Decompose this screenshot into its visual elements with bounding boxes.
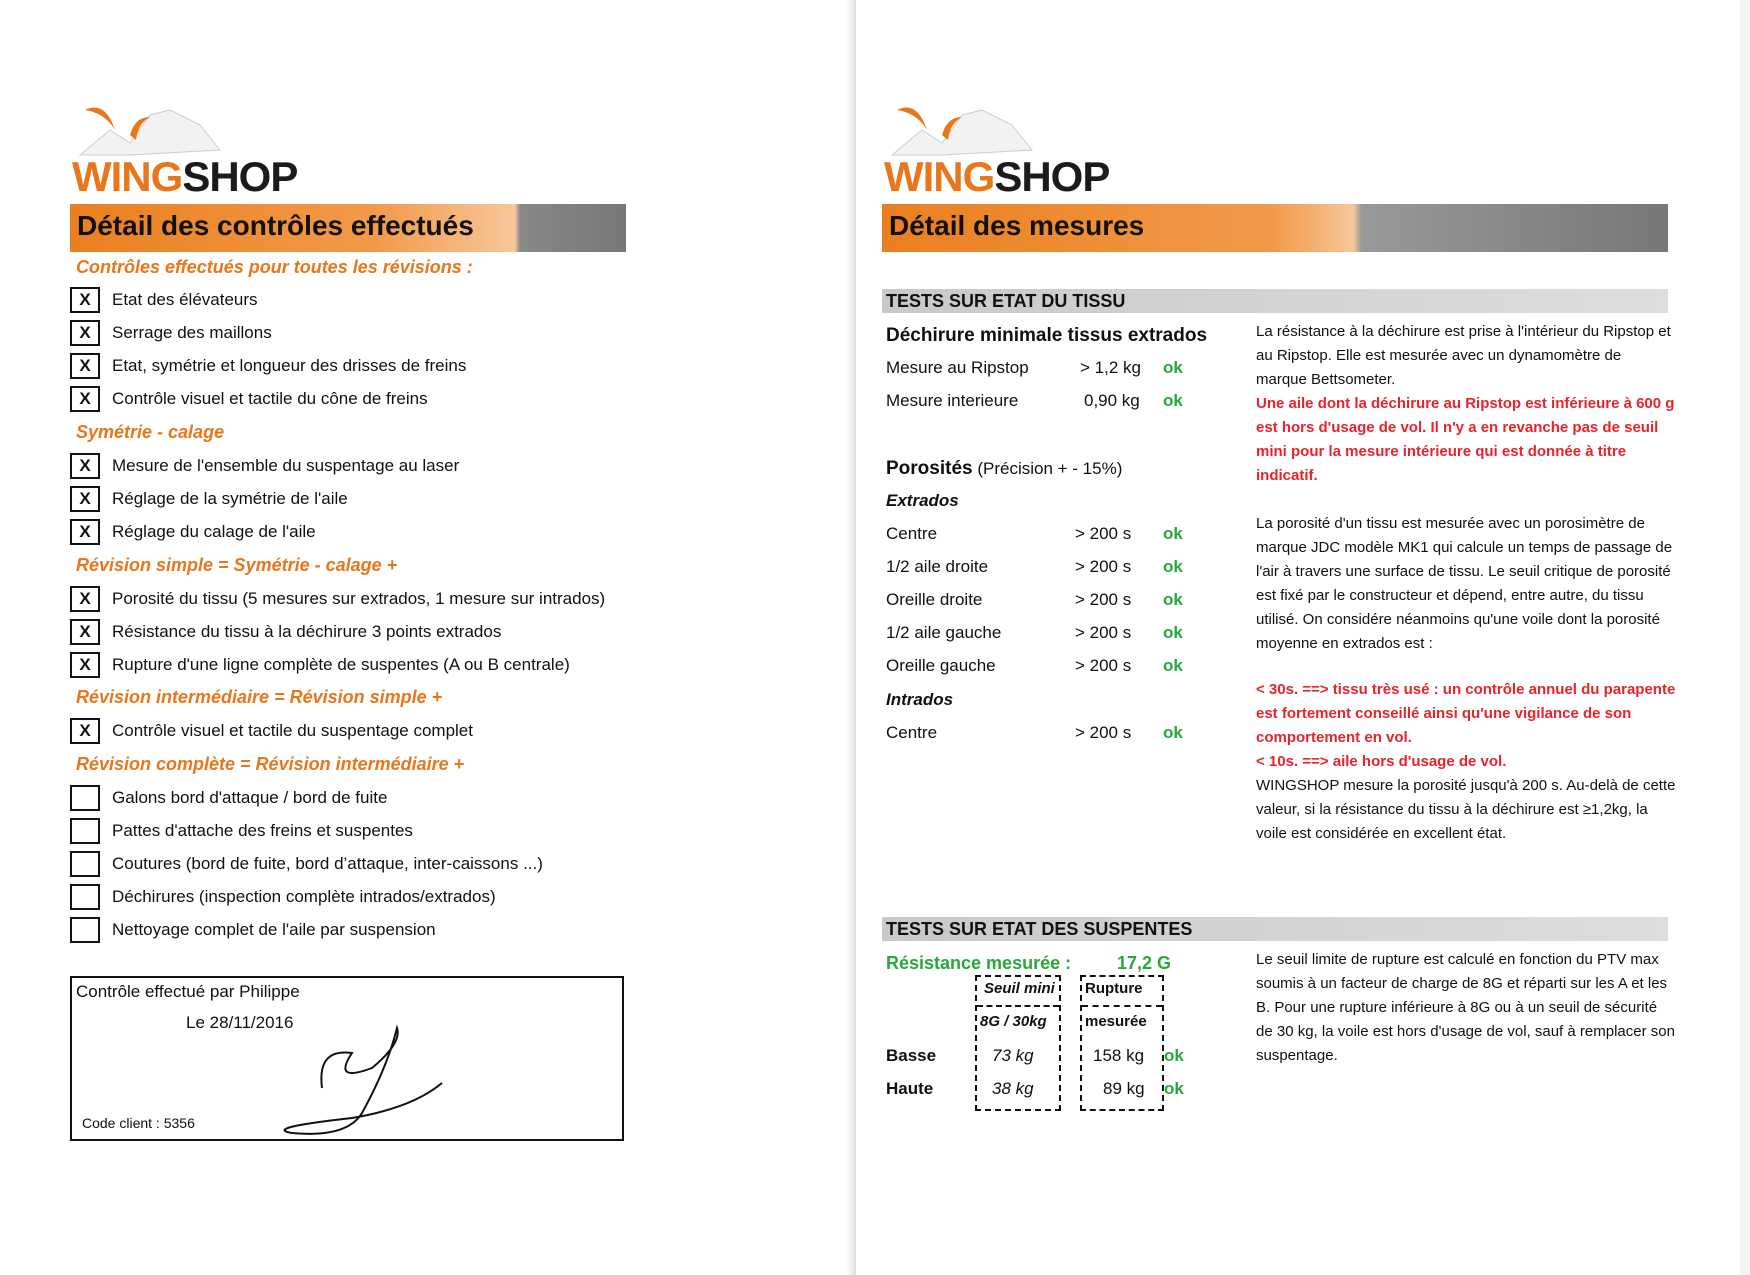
- tear-value: > 1,2 kg: [1080, 358, 1141, 377]
- checkbox[interactable]: [70, 785, 100, 811]
- min-threshold-head1: Seuil mini: [984, 980, 1055, 997]
- porosity-note: WINGSHOP mesure la porosité jusqu'à 200 s. Au-delà de cette valeur, si la résistance du tissu à la déchirure est ≥1,2kg, la voile est considérée en excellent état.: [1256, 777, 1676, 842]
- controller-text: Contrôle effectué par Philippe: [76, 982, 300, 1001]
- line-measured-value: 158 kg: [1093, 1046, 1145, 1065]
- tear-label: Mesure interieure: [886, 391, 1019, 410]
- column-divider: [1082, 1005, 1162, 1007]
- check-label: Serrage des maillons: [112, 323, 272, 342]
- checkbox[interactable]: [70, 851, 100, 877]
- fabric-tests-header: [882, 289, 1668, 313]
- left-page: [0, 0, 856, 1275]
- signature-box: [70, 976, 624, 1141]
- right-page-title: Détail des mesures: [889, 210, 1145, 241]
- min-threshold-head2: 8G / 30kg: [980, 1013, 1047, 1030]
- porosity-value: > 200 s: [1075, 524, 1132, 543]
- porosity-description: La porosité d'un tissu est mesurée avec un porosimètre de marque JDC modèle MK1 qui calcule un temps de passage de l'air à travers une surface de tissu. Le seuil critique de porosité est fixé par le constructeur et dépend, entre autre, du tissu utilisé. On considére néanmoins qu'une voile dont la porosité moyenne en extrados est :: [1256, 515, 1673, 652]
- fabric-tests-title: TESTS SUR ETAT DU TISSU: [886, 291, 1126, 311]
- porosity-status: ok: [1163, 723, 1183, 742]
- lines-tests-title: TESTS SUR ETAT DES SUSPENTES: [886, 919, 1193, 939]
- line-status: ok: [1164, 1046, 1184, 1065]
- resistance-value: 17,2 G: [1117, 953, 1172, 973]
- check-label: Mesure de l'ensemble du suspentage au laser: [112, 456, 460, 475]
- right-title-banner: [882, 204, 1668, 252]
- checkbox[interactable]: X: [70, 287, 100, 313]
- section-heading: Révision simple = Symétrie - calage +: [76, 555, 398, 575]
- left-title-banner: [70, 204, 626, 252]
- porosity-value: > 200 s: [1075, 590, 1132, 609]
- tear-title: Déchirure minimale tissus extrados: [886, 325, 1208, 346]
- check-label: Porosité du tissu (5 mesures sur extrados, 1 mesure sur intrados): [112, 589, 606, 608]
- checkbox[interactable]: X: [70, 453, 100, 479]
- line-measured-value: 89 kg: [1103, 1079, 1145, 1098]
- tear-status: ok: [1163, 358, 1183, 377]
- porosity-label: Oreille gauche: [886, 656, 996, 675]
- porosity-value: > 200 s: [1075, 623, 1132, 642]
- checkbox[interactable]: X: [70, 519, 100, 545]
- handwritten-signature: [222, 1008, 452, 1143]
- extrados-label: Extrados: [886, 491, 959, 510]
- line-min-value: 38 kg: [992, 1079, 1034, 1098]
- porosity-title-row: [886, 458, 1122, 480]
- measured-head2: mesurée: [1085, 1013, 1147, 1030]
- checkbox[interactable]: X: [70, 619, 100, 645]
- line-row-label: Basse: [886, 1046, 937, 1065]
- lines-tests-header: [882, 917, 1668, 941]
- porosity-label: 1/2 aile gauche: [886, 623, 1002, 642]
- section-heading: Contrôles effectués pour toutes les révisions :: [76, 257, 473, 277]
- logo-text-wing: WING: [884, 153, 995, 200]
- checkbox[interactable]: X: [70, 320, 100, 346]
- logo-text-shop: SHOP: [182, 153, 298, 200]
- check-label: Nettoyage complet de l'aile par suspension: [112, 920, 436, 939]
- wingshop-logo: [882, 95, 1110, 210]
- porosity-value: > 200 s: [1075, 557, 1132, 576]
- check-label: Réglage du calage de l'aile: [112, 522, 316, 541]
- control-date: Le 28/11/2016: [186, 1013, 294, 1032]
- check-label: Contrôle visuel et tactile du suspentage complet: [112, 721, 473, 740]
- porosity-status: ok: [1163, 524, 1183, 543]
- porosity-label: Centre: [886, 524, 938, 543]
- checkbox[interactable]: X: [70, 386, 100, 412]
- checkbox[interactable]: [70, 818, 100, 844]
- check-label: Réglage de la symétrie de l'aile: [112, 489, 348, 508]
- porosity-status: ok: [1163, 623, 1183, 642]
- check-label: Coutures (bord de fuite, bord d’attaque, inter-caissons ...): [112, 854, 543, 873]
- porosity-status: ok: [1163, 656, 1183, 675]
- porosity-label: 1/2 aile droite: [886, 557, 989, 576]
- tear-value: 0,90 kg: [1084, 391, 1140, 410]
- line-row-label: Haute: [886, 1079, 934, 1098]
- checkbox[interactable]: X: [70, 586, 100, 612]
- check-label: Etat des élévateurs: [112, 290, 258, 309]
- porosity-title: Porosités: [886, 458, 973, 479]
- porosity-value: > 200 s: [1075, 656, 1132, 675]
- porosity-value: > 200 s: [1075, 723, 1132, 742]
- check-label: Etat, symétrie et longueur des drisses de freins: [112, 356, 467, 375]
- left-page-title: Détail des contrôles effectués: [77, 210, 474, 241]
- check-label: Rupture d'une ligne complète de suspentes (A ou B centrale): [112, 655, 570, 674]
- line-min-value: 73 kg: [992, 1046, 1034, 1065]
- tear-description: La résistance à la déchirure est prise à l'intérieur du Ripstop et au Ripstop. Elle est mesurée avec un dynamomètre de marque Bettsometer.: [1256, 323, 1671, 388]
- porosity-status: ok: [1163, 590, 1183, 609]
- measured-head1: Rupture: [1085, 980, 1143, 997]
- section-heading: Symétrie - calage: [76, 422, 225, 442]
- porosity-warning-10s: < 10s. ==> aile hors d'usage de vol.: [1256, 753, 1507, 770]
- checkbox[interactable]: X: [70, 652, 100, 678]
- porosity-precision: (Précision + - 15%): [977, 459, 1123, 478]
- porosity-label: Oreille droite: [886, 590, 983, 609]
- tear-label: Mesure au Ripstop: [886, 358, 1029, 377]
- checkbox[interactable]: X: [70, 486, 100, 512]
- column-divider: [977, 1005, 1059, 1007]
- section-heading: Révision complète = Révision intermédiaire +: [76, 754, 465, 774]
- logo-text-wing: WING: [72, 153, 183, 200]
- porosity-warning-30s: < 30s. ==> tissu très usé : un contrôle annuel du parapente est fortement conseillé ainsi qu'une vigilance de son comportement en vol.: [1256, 681, 1676, 746]
- checkbox[interactable]: X: [70, 718, 100, 744]
- logo-text-shop: SHOP: [994, 153, 1110, 200]
- check-label: Pattes d'attache des freins et suspentes: [112, 821, 413, 840]
- intrados-label: Intrados: [886, 690, 954, 709]
- section-heading: Révision intermédiaire = Révision simple +: [76, 687, 443, 707]
- resistance-label: Résistance mesurée :: [886, 953, 1072, 973]
- check-label: Déchirures (inspection complète intrados/extrados): [112, 887, 496, 906]
- check-label: Galons bord d'attaque / bord de fuite: [112, 788, 388, 807]
- line-status: ok: [1164, 1079, 1184, 1098]
- checkbox[interactable]: [70, 917, 100, 943]
- porosity-label: Centre: [886, 723, 938, 742]
- tear-status: ok: [1163, 391, 1183, 410]
- check-label: Contrôle visuel et tactile du cône de freins: [112, 389, 428, 408]
- wingshop-logo: [70, 95, 298, 210]
- checkbox[interactable]: [70, 884, 100, 910]
- tear-warning: Une aile dont la déchirure au Ripstop est inférieure à 600 g est hors d'usage de vol. Il n'y a en revanche pas de seuil mini pour la mesure intérieure qui est donnée à titre indicatif.: [1256, 395, 1675, 484]
- client-code: Code client : 5356: [82, 1115, 195, 1131]
- porosity-status: ok: [1163, 557, 1183, 576]
- checkbox[interactable]: X: [70, 353, 100, 379]
- check-label: Résistance du tissu à la déchirure 3 points extrados: [112, 622, 502, 641]
- lines-description: Le seuil limite de rupture est calculé en fonction du PTV max soumis à un facteur de charge de 8G et réparti sur les A et les B. Pour une rupture inférieure à 8G ou à un seuil de sécurité de 30 kg, la voile est hors d'usage de vol, sauf à remplacer son suspentage.: [1256, 951, 1675, 1064]
